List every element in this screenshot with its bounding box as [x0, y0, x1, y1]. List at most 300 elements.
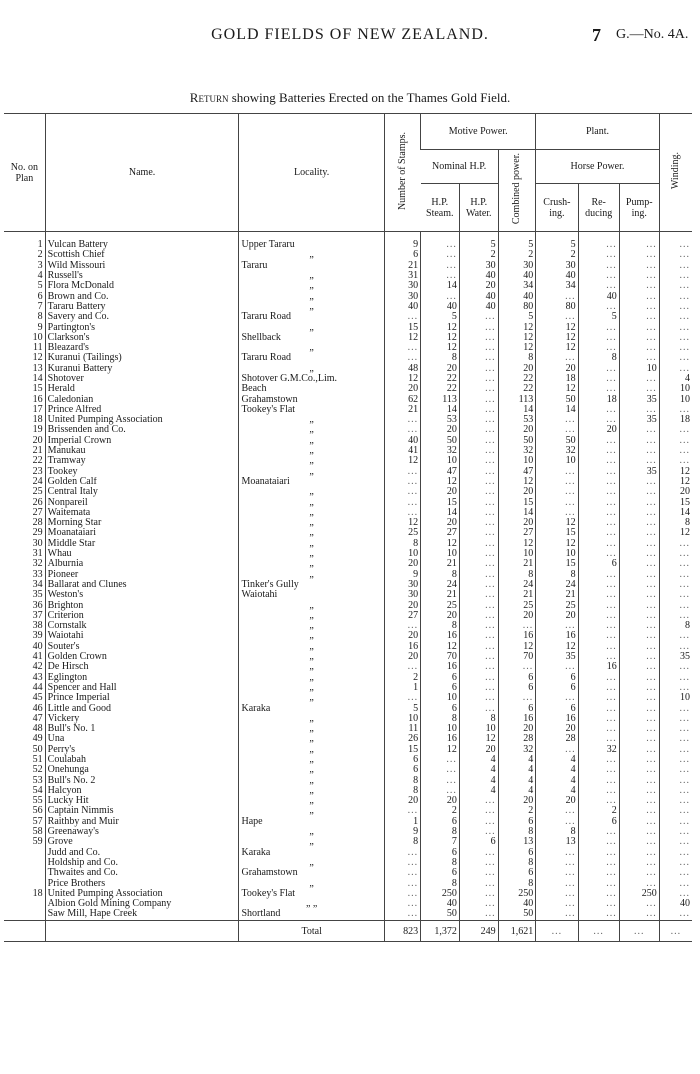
row-no: 37: [32, 610, 43, 621]
row-hp-steam: 10: [421, 456, 460, 466]
row-reducing: ...: [578, 827, 619, 837]
row-winding: ...: [659, 724, 692, 734]
row-reducing: ...: [578, 796, 619, 806]
table-row: [4, 745, 692, 755]
row-locality: „: [239, 343, 384, 353]
row-crushing: 15: [536, 528, 578, 538]
row-name: Price Brothers: [45, 878, 239, 888]
row-hp-steam: 27: [421, 528, 460, 538]
row-hp-steam: 7: [421, 837, 460, 847]
row-stamps: ...: [384, 693, 420, 703]
row-hp-water: ...: [459, 631, 498, 641]
row-no: 45: [32, 693, 43, 704]
caption-text: showing Batteries Erected on the Thames Gold Field.: [228, 90, 511, 105]
row-no: 16: [32, 394, 43, 405]
row-crushing: 12: [536, 333, 578, 343]
row-crushing: 20: [536, 611, 578, 621]
row-hp-water: ...: [459, 487, 498, 497]
row-hp-steam: ...: [421, 765, 460, 775]
row-crushing: 50: [536, 436, 578, 446]
row-stamps: ...: [384, 889, 420, 899]
row-no: 44: [32, 682, 43, 693]
row-winding: ...: [659, 714, 692, 724]
row-locality: „: [239, 302, 384, 312]
row-hp-steam: 6: [421, 868, 460, 878]
col-motive-power: Motive Power.: [421, 114, 536, 150]
row-combined: 10: [498, 549, 536, 559]
table-row: [4, 487, 692, 497]
row-hp-water: ...: [459, 662, 498, 672]
row-combined: 8: [498, 858, 536, 868]
row-stamps: ...: [384, 909, 420, 920]
row-winding: 4: [659, 374, 692, 384]
row-pumping: ...: [619, 508, 659, 518]
row-no: [4, 899, 45, 909]
row-crushing: 34: [536, 281, 578, 291]
row-name: United Pumping Association: [45, 415, 239, 425]
row-locality: „: [239, 487, 384, 497]
table-row: [4, 621, 692, 631]
row-reducing: ...: [578, 415, 619, 425]
row-crushing: 6: [536, 703, 578, 713]
row-hp-steam: ...: [421, 261, 460, 271]
row-stamps: ...: [384, 848, 420, 858]
table-row: [4, 467, 692, 477]
row-reducing: 32: [578, 745, 619, 755]
table-row: [4, 631, 692, 641]
row-winding: ...: [659, 611, 692, 621]
row-hp-water: 8: [459, 714, 498, 724]
row-reducing: 20: [578, 425, 619, 435]
document-reference: G.—No. 4A.: [616, 27, 689, 42]
row-stamps: ...: [384, 878, 420, 888]
row-name: Criterion: [45, 611, 239, 621]
row-hp-steam: 40: [421, 302, 460, 312]
row-no: 42: [32, 662, 43, 673]
row-name: Waitemata: [45, 508, 239, 518]
row-crushing: ...: [536, 415, 578, 425]
row-hp-steam: 5: [421, 312, 460, 322]
row-hp-water: 10: [459, 724, 498, 734]
row-reducing: ...: [578, 487, 619, 497]
row-combined: 4: [498, 775, 536, 785]
row-stamps: 10: [384, 714, 420, 724]
row-crushing: ...: [536, 312, 578, 322]
row-reducing: 6: [578, 559, 619, 569]
row-hp-steam: 40: [421, 899, 460, 909]
row-reducing: 16: [578, 662, 619, 672]
row-locality: „: [239, 786, 384, 796]
row-winding: 18: [659, 415, 692, 425]
table-row: [4, 322, 692, 332]
row-winding: ...: [659, 734, 692, 744]
row-winding: ...: [659, 364, 692, 374]
row-locality: Shotover G.M.Co.,Lim.: [239, 374, 384, 384]
row-name: Waiotahi: [45, 631, 239, 641]
row-reducing: ...: [578, 364, 619, 374]
row-locality: „: [239, 734, 384, 744]
row-stamps: 16: [384, 642, 420, 652]
table-row: [4, 436, 692, 446]
row-hp-steam: 22: [421, 384, 460, 394]
row-no: [4, 909, 45, 920]
row-hp-water: ...: [459, 899, 498, 909]
row-stamps: 8: [384, 539, 420, 549]
row-winding: ...: [659, 456, 692, 466]
row-combined: 2: [498, 250, 536, 260]
row-hp-water: ...: [459, 405, 498, 415]
row-hp-steam: 10: [421, 693, 460, 703]
row-combined: 14: [498, 405, 536, 415]
row-no: 15: [32, 384, 43, 395]
col-crushing: Crush-ing.: [536, 184, 578, 232]
row-hp-steam: ...: [421, 291, 460, 301]
row-winding: ...: [659, 232, 692, 251]
row-reducing: ...: [578, 508, 619, 518]
row-combined: 10: [498, 456, 536, 466]
row-no: 51: [32, 754, 43, 765]
row-combined: 40: [498, 291, 536, 301]
row-pumping: ...: [619, 374, 659, 384]
row-winding: ...: [659, 570, 692, 580]
row-hp-steam: ...: [421, 775, 460, 785]
row-no: 6: [37, 291, 43, 302]
row-hp-steam: 50: [421, 909, 460, 920]
row-hp-water: ...: [459, 848, 498, 858]
row-no: [4, 868, 45, 878]
table-row: [4, 364, 692, 374]
row-pumping: ...: [619, 672, 659, 682]
row-hp-water: ...: [459, 364, 498, 374]
row-crushing: ...: [536, 508, 578, 518]
row-winding: ...: [659, 539, 692, 549]
row-combined: 32: [498, 745, 536, 755]
table-row: [4, 250, 692, 260]
row-stamps: 40: [384, 436, 420, 446]
row-stamps: ...: [384, 497, 420, 507]
row-hp-steam: 21: [421, 590, 460, 600]
row-stamps: 26: [384, 734, 420, 744]
row-pumping: ...: [619, 580, 659, 590]
row-stamps: 20: [384, 631, 420, 641]
row-locality: „: [239, 600, 384, 610]
row-combined: 16: [498, 631, 536, 641]
row-hp-water: ...: [459, 508, 498, 518]
row-pumping: ...: [619, 353, 659, 363]
row-hp-water: 20: [459, 745, 498, 755]
row-combined: 20: [498, 724, 536, 734]
row-stamps: ...: [384, 343, 420, 353]
row-no: 56: [32, 806, 43, 817]
row-hp-steam: 12: [421, 642, 460, 652]
table-row: [4, 497, 692, 507]
row-hp-water: 5: [459, 232, 498, 251]
row-no: 26: [32, 497, 43, 508]
row-name: Perry's: [45, 745, 239, 755]
row-combined: 6: [498, 868, 536, 878]
row-hp-water: 20: [459, 281, 498, 291]
row-reducing: ...: [578, 899, 619, 909]
row-hp-water: ...: [459, 374, 498, 384]
row-hp-water: 40: [459, 271, 498, 281]
row-hp-water: ...: [459, 909, 498, 920]
row-name: Alburnia: [45, 559, 239, 569]
row-reducing: ...: [578, 467, 619, 477]
row-pumping: ...: [619, 384, 659, 394]
row-pumping: ...: [619, 909, 659, 920]
row-crushing: 6: [536, 683, 578, 693]
row-crushing: ...: [536, 425, 578, 435]
row-pumping: ...: [619, 333, 659, 343]
row-combined: 20: [498, 796, 536, 806]
col-hp-water: H.P. Water.: [459, 184, 498, 232]
row-locality: Hape: [239, 817, 384, 827]
row-combined: 8: [498, 570, 536, 580]
row-no: 39: [32, 631, 43, 642]
col-hp-steam: H.P. Steam.: [421, 184, 460, 232]
row-pumping: 10: [619, 364, 659, 374]
row-combined: 47: [498, 467, 536, 477]
row-locality: „: [239, 683, 384, 693]
row-name: Judd and Co.: [45, 848, 239, 858]
row-name: Nonpareil: [45, 497, 239, 507]
row-locality: „: [239, 549, 384, 559]
row-hp-steam: 16: [421, 631, 460, 641]
row-locality: „: [239, 806, 384, 816]
row-crushing: 5: [536, 232, 578, 251]
row-stamps: ...: [384, 487, 420, 497]
row-hp-steam: 6: [421, 672, 460, 682]
table-row: [4, 786, 692, 796]
row-combined: 4: [498, 765, 536, 775]
row-no: 13: [32, 363, 43, 374]
row-crushing: 21: [536, 590, 578, 600]
row-crushing: 20: [536, 724, 578, 734]
row-name: Grove: [45, 837, 239, 847]
row-crushing: 12: [536, 384, 578, 394]
row-crushing: ...: [536, 467, 578, 477]
row-winding: ...: [659, 796, 692, 806]
row-hp-water: 4: [459, 765, 498, 775]
row-name: Bull's No. 2: [45, 775, 239, 785]
row-name: Wild Missouri: [45, 261, 239, 271]
row-name: Brissenden and Co.: [45, 425, 239, 435]
table-row: [4, 353, 692, 363]
row-reducing: ...: [578, 611, 619, 621]
row-name: Savery and Co.: [45, 312, 239, 322]
row-hp-water: 2: [459, 250, 498, 260]
row-stamps: 11: [384, 724, 420, 734]
row-hp-steam: 250: [421, 889, 460, 899]
row-stamps: 20: [384, 600, 420, 610]
row-name: Shotover: [45, 374, 239, 384]
row-hp-steam: 8: [421, 621, 460, 631]
row-combined: 32: [498, 446, 536, 456]
row-name: Greenaway's: [45, 827, 239, 837]
row-locality: Tinker's Gully: [239, 580, 384, 590]
row-reducing: ...: [578, 714, 619, 724]
row-pumping: 35: [619, 415, 659, 425]
table-row: [4, 806, 692, 816]
row-reducing: ...: [578, 775, 619, 785]
row-locality: „ „: [239, 899, 384, 909]
row-crushing: ...: [536, 817, 578, 827]
row-winding: ...: [659, 261, 692, 271]
row-hp-steam: 8: [421, 353, 460, 363]
row-locality: Tararu Road: [239, 353, 384, 363]
row-no: 23: [32, 466, 43, 477]
row-winding: ...: [659, 878, 692, 888]
row-pumping: 35: [619, 394, 659, 404]
row-name: Pioneer: [45, 570, 239, 580]
row-name: United Pumping Association: [45, 889, 239, 899]
row-combined: 8: [498, 353, 536, 363]
row-locality: „: [239, 497, 384, 507]
row-pumping: ...: [619, 642, 659, 652]
row-pumping: ...: [619, 559, 659, 569]
row-reducing: ...: [578, 322, 619, 332]
row-pumping: ...: [619, 662, 659, 672]
table-row: [4, 508, 692, 518]
row-locality: Grahamstown: [239, 868, 384, 878]
row-no: 5: [37, 281, 43, 292]
table-row: [4, 528, 692, 538]
table-row: [4, 734, 692, 744]
row-name: Eglington: [45, 672, 239, 682]
row-reducing: 6: [578, 817, 619, 827]
row-hp-steam: 10: [421, 724, 460, 734]
row-hp-water: 30: [459, 261, 498, 271]
row-winding: ...: [659, 837, 692, 847]
total-steam: 1,372: [421, 920, 460, 941]
row-crushing: 30: [536, 261, 578, 271]
total-row: [4, 920, 692, 941]
row-locality: „: [239, 827, 384, 837]
row-no: 7: [37, 301, 43, 312]
row-hp-steam: 6: [421, 683, 460, 693]
row-locality: „: [239, 250, 384, 260]
batteries-table: [4, 113, 692, 942]
row-combined: 40: [498, 899, 536, 909]
row-crushing: 50: [536, 394, 578, 404]
row-no: 8: [37, 312, 43, 323]
row-stamps: 10: [384, 549, 420, 559]
row-winding: ...: [659, 250, 692, 260]
row-combined: 13: [498, 837, 536, 847]
row-name: Thwaites and Co.: [45, 868, 239, 878]
row-combined: 6: [498, 817, 536, 827]
row-combined: ...: [498, 662, 536, 672]
row-hp-water: 4: [459, 775, 498, 785]
row-pumping: ...: [619, 600, 659, 610]
row-hp-steam: ...: [421, 232, 460, 251]
row-crushing: ...: [536, 848, 578, 858]
table-row: [4, 333, 692, 343]
row-reducing: 40: [578, 291, 619, 301]
row-combined: 50: [498, 909, 536, 920]
table-row: [4, 456, 692, 466]
row-hp-water: ...: [459, 322, 498, 332]
row-combined: 30: [498, 261, 536, 271]
row-hp-water: ...: [459, 343, 498, 353]
row-reducing: ...: [578, 590, 619, 600]
row-hp-steam: 6: [421, 848, 460, 858]
table-row: [4, 580, 692, 590]
row-no: 28: [32, 518, 43, 529]
row-hp-water: ...: [459, 611, 498, 621]
row-combined: 8: [498, 827, 536, 837]
row-stamps: 1: [384, 683, 420, 693]
row-hp-water: ...: [459, 312, 498, 322]
table-row: [4, 539, 692, 549]
row-locality: „: [239, 837, 384, 847]
total-winding: ...: [659, 920, 692, 941]
row-pumping: ...: [619, 848, 659, 858]
row-name: Caledonian: [45, 394, 239, 404]
row-winding: ...: [659, 312, 692, 322]
row-name: De Hirsch: [45, 662, 239, 672]
row-winding: 12: [659, 528, 692, 538]
row-reducing: ...: [578, 405, 619, 415]
row-hp-water: ...: [459, 477, 498, 487]
row-winding: ...: [659, 662, 692, 672]
row-winding: ...: [659, 786, 692, 796]
row-name: Morning Star: [45, 518, 239, 528]
row-stamps: ...: [384, 806, 420, 816]
table-row: [4, 611, 692, 621]
row-name: Golden Crown: [45, 652, 239, 662]
row-combined: 27: [498, 528, 536, 538]
row-locality: Grahamstown: [239, 394, 384, 404]
row-name: Scottish Chief: [45, 250, 239, 260]
row-pumping: ...: [619, 745, 659, 755]
row-stamps: 9: [384, 827, 420, 837]
table-row: [4, 827, 692, 837]
row-name: Central Italy: [45, 487, 239, 497]
table-caption: [0, 90, 700, 106]
row-winding: ...: [659, 703, 692, 713]
row-winding: 15: [659, 497, 692, 507]
row-hp-water: 4: [459, 755, 498, 765]
row-stamps: 27: [384, 611, 420, 621]
row-no: 4: [37, 270, 43, 282]
table-body: [4, 232, 692, 921]
row-reducing: ...: [578, 281, 619, 291]
col-horse-power: Horse Power.: [536, 150, 660, 184]
row-hp-steam: 2: [421, 806, 460, 816]
total-reducing: ...: [578, 920, 619, 941]
row-hp-steam: 20: [421, 796, 460, 806]
row-pumping: ...: [619, 734, 659, 744]
row-reducing: ...: [578, 374, 619, 384]
row-stamps: 6: [384, 755, 420, 765]
row-crushing: 6: [536, 672, 578, 682]
row-name: Herald: [45, 384, 239, 394]
row-name: Partington's: [45, 322, 239, 332]
row-crushing: ...: [536, 899, 578, 909]
row-combined: 24: [498, 580, 536, 590]
row-locality: „: [239, 662, 384, 672]
row-crushing: ...: [536, 858, 578, 868]
row-reducing: ...: [578, 889, 619, 899]
row-hp-steam: 50: [421, 436, 460, 446]
row-hp-steam: ...: [421, 271, 460, 281]
row-winding: ...: [659, 868, 692, 878]
row-reducing: ...: [578, 837, 619, 847]
row-name: Prince Alfred: [45, 405, 239, 415]
row-no: 29: [32, 528, 43, 539]
row-winding: ...: [659, 291, 692, 301]
